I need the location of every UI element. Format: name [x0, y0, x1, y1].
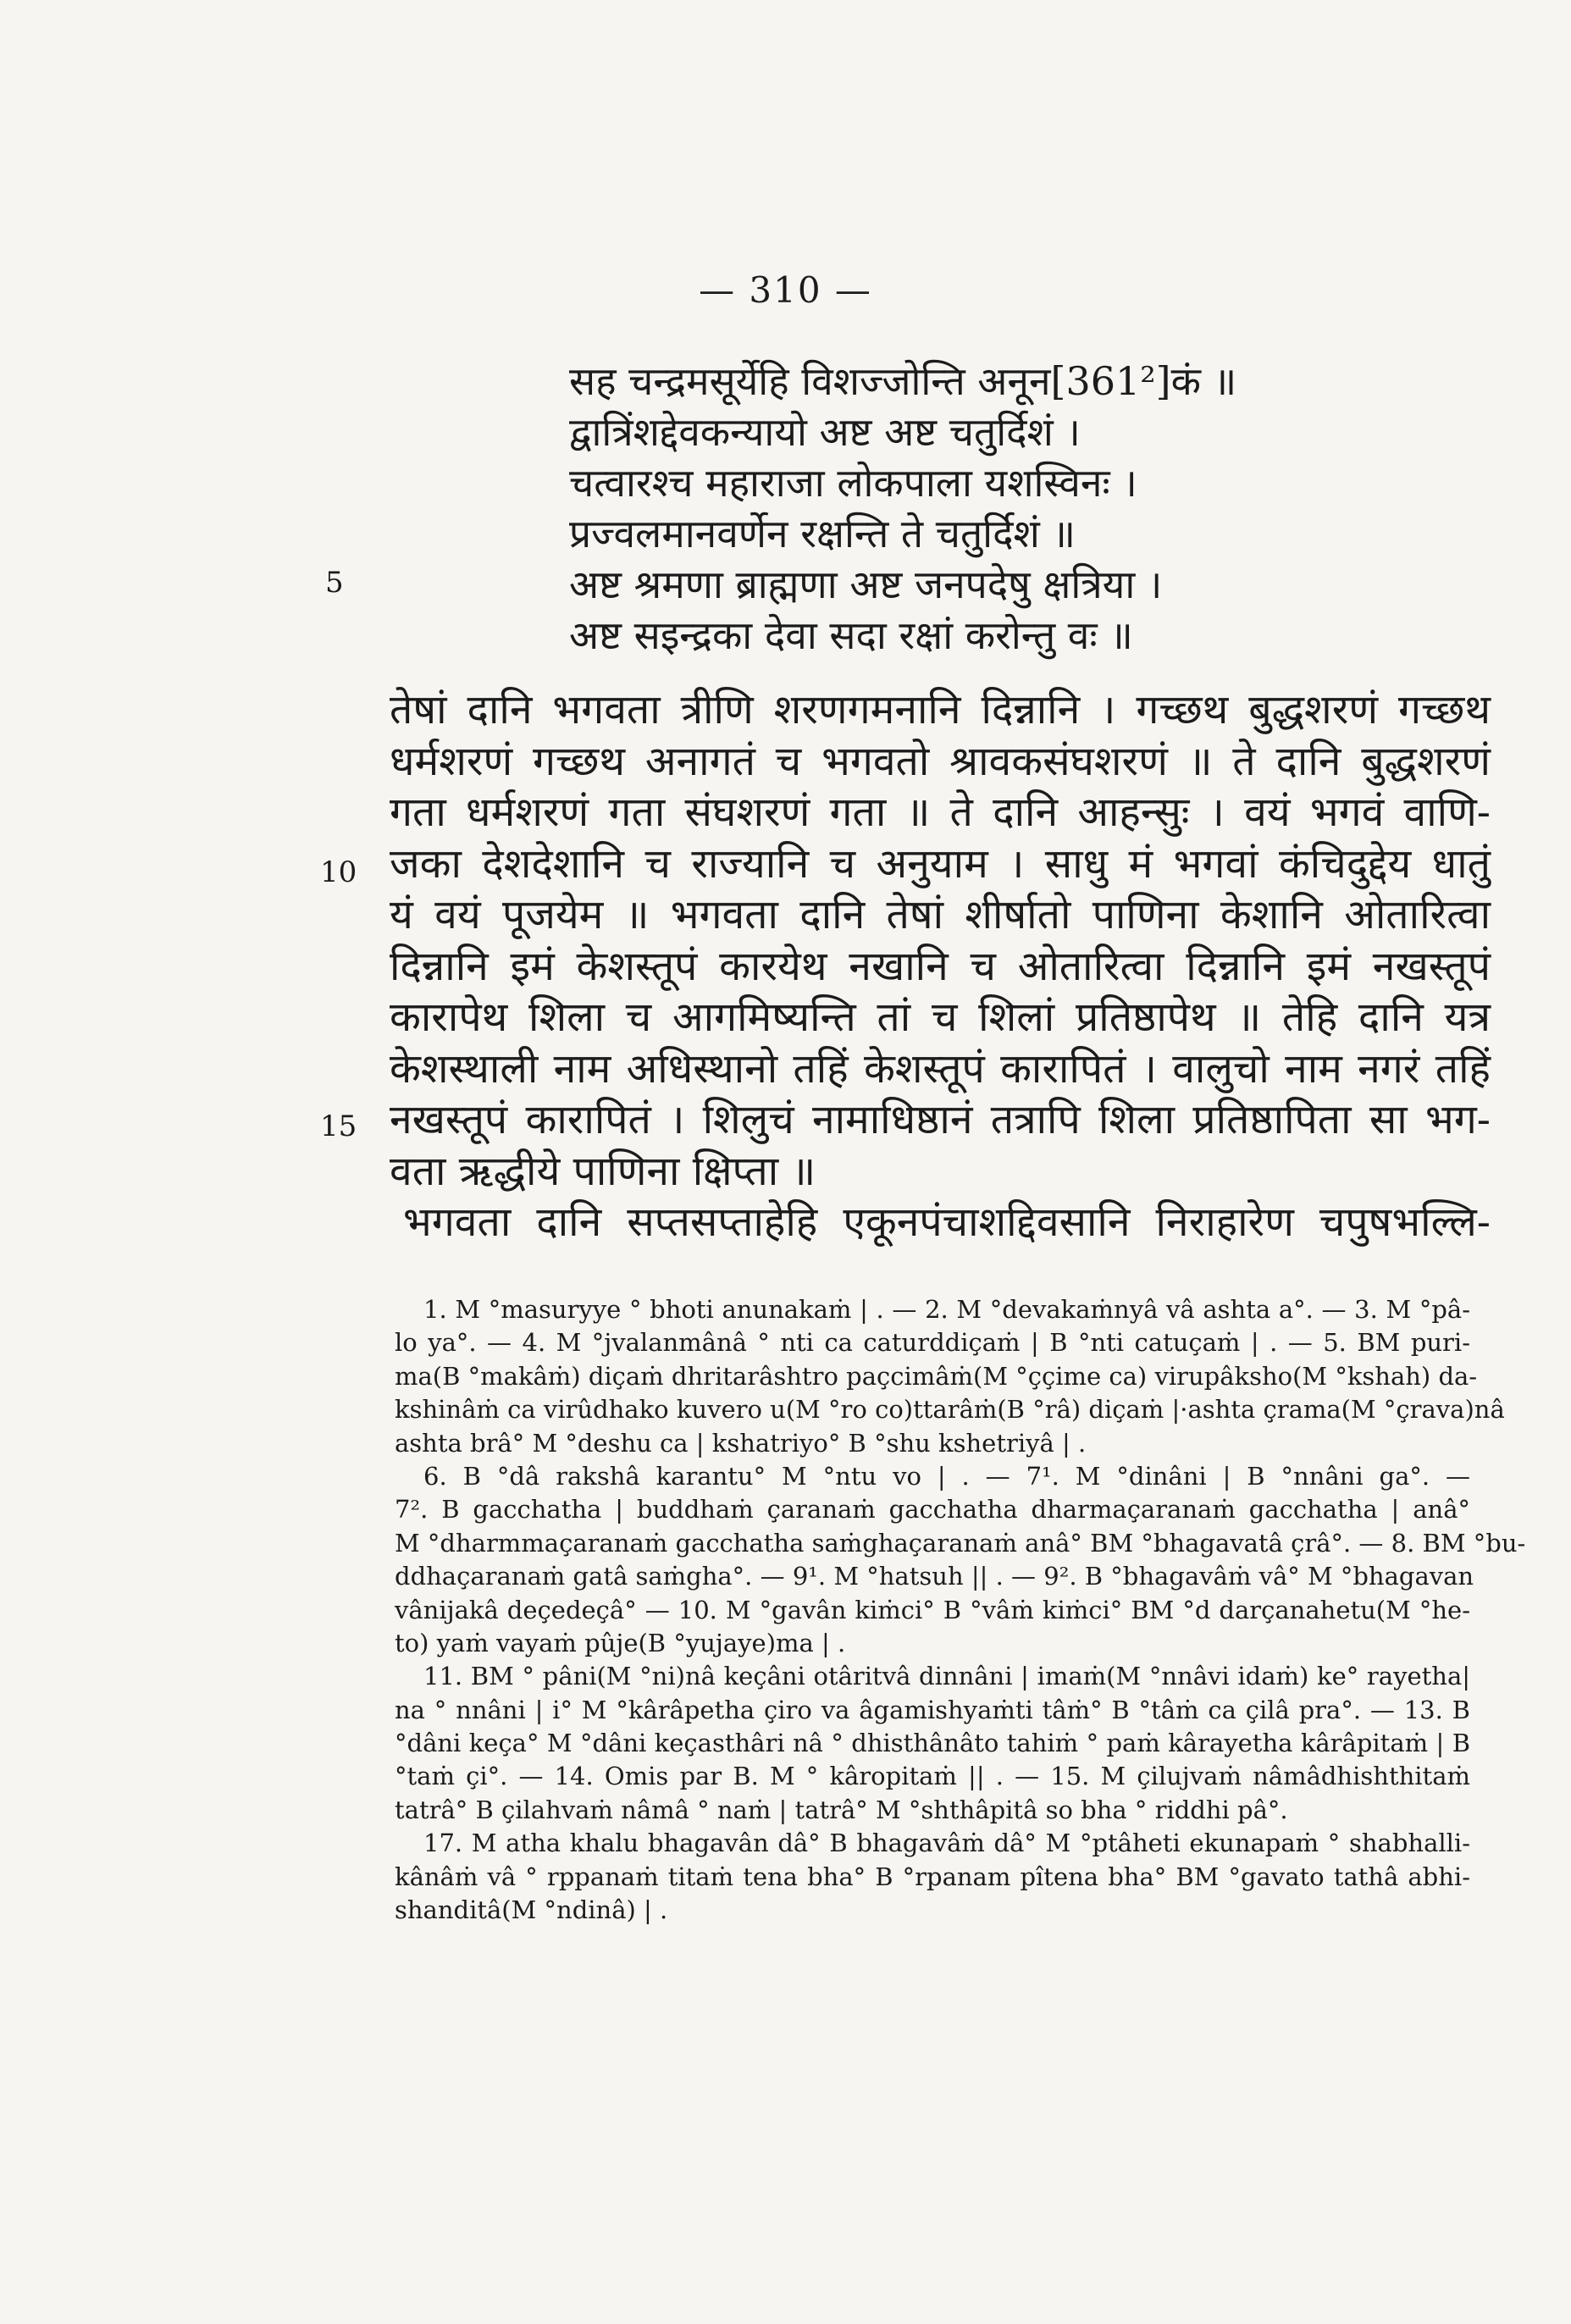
line-number-5: 5	[325, 566, 344, 600]
verse-line: सह चन्द्रमसूर्येहि विशज्जोन्ति अनून[361²]कं ॥	[569, 358, 1237, 404]
footnote-line: shanditâ(M °ndinâ) | .	[395, 1895, 668, 1925]
verse-line: अष्ट सइन्द्रका देवा सदा रक्षां करोन्तु वः ॥	[569, 612, 1133, 658]
prose-line: वता ऋद्धीये पाणिना क्षिप्ता ॥	[390, 1147, 816, 1195]
prose-line: केशस्थाली नाम अधिस्थानो तहिं केशस्तूपं कारापितं । वालुचो नाम नगरं तहिं	[390, 1044, 1491, 1093]
footnote-line: lo ya°. — 4. M °jvalanmânâ ° nti ca caturddiçaṁ | B °nti catuçaṁ | . — 5. BM puri-	[395, 1328, 1470, 1358]
verse-line: प्रज्वलमानवर्णेन रक्षन्ति ते चतुर्दिशं ॥	[569, 511, 1076, 556]
prose-line: तेषां दानि भगवता त्रीणि शरणगमनानि दिन्नानि । गच्छथ बुद्धशरणं गच्छथ	[390, 686, 1491, 733]
prose-line: भगवता दानि सप्तसप्ताहेहि एकूनपंचाशद्दिवसानि निराहारेण चपुषभल्लि-	[403, 1198, 1491, 1246]
footnote-line: ddhaçaranaṁ gatâ saṁgha°. — 9¹. M °hatsuh || . — 9². B °bhagavâṁ vâ° M °bhagavan	[395, 1562, 1474, 1591]
footnote-line: tatrâ° B çilahvaṁ nâmâ ° naṁ | tatrâ° M °shthâpitâ so bha ° riddhi pâ°.	[395, 1795, 1288, 1824]
footnote-line: vânijakâ deçedeçâ° — 10. M °gavân kiṁci° B °vâṁ kiṁci° BM °d darçanahetu(M °he-	[395, 1595, 1470, 1624]
prose-line: यं वयं पूजयेम ॥ भगवता दानि तेषां शीर्षातो पाणिना केशानि ओतारित्वा	[390, 891, 1491, 938]
page-number: — 310 —	[699, 269, 872, 311]
footnote-line: kânâṁ vâ ° rppanaṁ titaṁ tena bha° B °rpanam pîtena bha° BM °gavato tathâ abhi-	[395, 1862, 1470, 1891]
verse-block	[569, 356, 1331, 661]
footnote-line: 17. M atha khalu bhagavân dâ° B bhagavâṁ dâ° M °ptâheti ekunapaṁ ° shabhalli-	[423, 1829, 1470, 1858]
footnote-line: 1. M °masuryye ° bhoti anunakaṁ | . — 2. M °devakaṁnyâ vâ ashta a°. — 3. M °pâ-	[423, 1295, 1470, 1324]
footnote-line: ashta brâ° M °deshu ca | kshatriyo° B °shu kshetriyâ | .	[395, 1428, 1087, 1458]
prose-line: गता धर्मशरणं गता संघशरणं गता ॥ ते दानि आहन्सुः । वयं भगवं वाणि-	[390, 788, 1491, 836]
prose-block	[390, 684, 1491, 1248]
verse-line: द्वात्रिंशद्देवकन्यायो अष्ट अष्ट चतुर्दिशं ।	[569, 409, 1081, 455]
footnote-line: kshinâṁ ca virûdhako kuvero u(M °ro co)ttarâṁ(B °râ) diçaṁ |·ashta çrama(M °çrava)nâ	[395, 1395, 1505, 1425]
footnotes-block	[395, 1293, 1526, 1927]
prose-line: दिन्नानि इमं केशस्तूपं कारयेथ नखानि च ओतारित्वा दिन्नानि इमं नखस्तूपं	[390, 942, 1491, 990]
footnote-line: °dâni keça° M °dâni keçasthâri nâ ° dhisthânâto tahiṁ ° paṁ kârayetha kârâpitaṁ | B	[395, 1729, 1470, 1758]
footnote-line: 11. BM ° pâni(M °ni)nâ keçâni otâritvâ dinnâni | imaṁ(M °nnâvi idaṁ) ke° rayetha|	[423, 1662, 1470, 1691]
line-number-15: 15	[320, 1109, 357, 1143]
footnote-line: M °dharmmaçaranaṁ gacchatha saṁghaçaranaṁ anâ° BM °bhagavatâ çrâ°. — 8. BM °bu-	[395, 1528, 1526, 1558]
verse-line: अष्ट श्रमणा ब्राह्मणा अष्ट जनपदेषु क्षत्रिया ।	[569, 562, 1163, 607]
footnote-line: °taṁ çi°. — 14. Omis par B. M ° kâropitaṁ || . — 15. M çilujvaṁ nâmâdhishthitaṁ	[395, 1762, 1470, 1791]
prose-line: कारापेथ शिला च आगमिष्यन्ति तां च शिलां प्रतिष्ठापेथ ॥ तेहि दानि यत्र	[390, 993, 1491, 1041]
prose-line: धर्मशरणं गच्छथ अनागतं च भगवतो श्रावकसंघशरणं ॥ ते दानि बुद्धशरणं	[390, 737, 1491, 785]
footnote-line: ma(B °makâṁ) diçaṁ dhritarâshtro paçcimâṁ(M °ççime ca) virupâksho(M °kshah) da-	[395, 1361, 1478, 1391]
prose-line: जका देशदेशानि च राज्यानि च अनुयाम । साधु मं भगवां कंचिदुद्देय धातुं	[390, 839, 1491, 888]
footnote-line: 6. B °dâ rakshâ karantu° M °ntu vo | . — 7¹. M °dinâni | B °nnâni ga°. —	[423, 1461, 1470, 1491]
footnote-line: na ° nnâni | i° M °kârâpetha çiro va âgamishyaṁti tâṁ° B °tâṁ ca çilâ pra°. — 13. B	[395, 1695, 1470, 1724]
prose-line: नखस्तूपं कारापितं । शिलुचं नामाधिष्ठानं तत्रापि शिला प्रतिष्ठापिता सा भग-	[390, 1096, 1491, 1143]
footnote-line: to) yaṁ vayaṁ pûje(B °yujaye)ma | .	[395, 1628, 846, 1657]
footnote-line: 7². B gacchatha | buddhaṁ çaranaṁ gacchatha dharmaçaranaṁ gacchatha | anâ°	[395, 1495, 1470, 1524]
line-number-10: 10	[320, 855, 357, 889]
verse-line: चत्वारश्च महाराजा लोकपाला यशस्विनः ।	[569, 460, 1137, 506]
